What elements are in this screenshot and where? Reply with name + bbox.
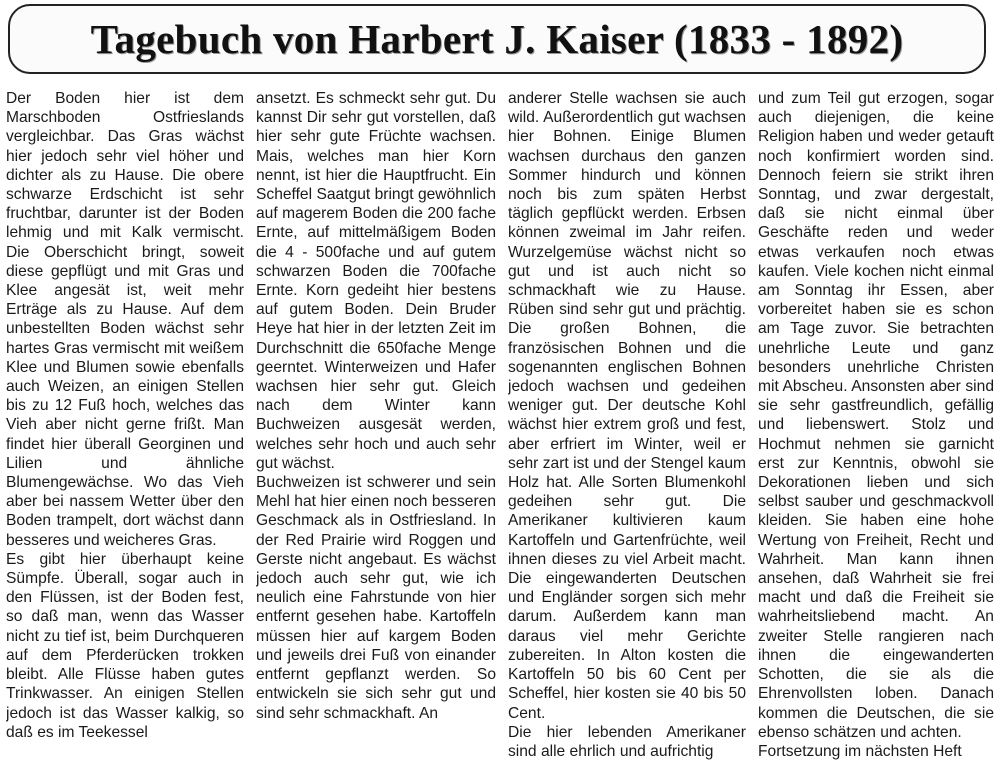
page-title: Tagebuch von Harbert J. Kaiser (1833 - 1892) xyxy=(90,16,904,62)
paragraph: Es gibt hier überhaupt keine Sümpfe. Überall, sogar auch in den Flüssen, ist der Boden fest, so daß man, wenn das Wasser nicht zu tief ist, beim Durchqueren auf dem Pferderücken trokken bleibt. Alle Flüsse haben gutes Trinkwasser. An einigen Stellen jedoch ist das Wasser kalkig, so daß es im Teekessel xyxy=(6,550,244,741)
title-banner xyxy=(8,4,986,74)
paragraph: ansetzt. Es schmeckt sehr gut. Du kannst Dir sehr gut vorstellen, daß hier sehr gute Früchte wachsen. Mais, welches man hier Korn nennt, ist hier die Hauptfrucht. Ein Scheffel Saatgut bringt gewöhnlich auf magerem Boden die 200 fache Ernte, auf mittelmäßigem Boden die 4 - 500fache und auf gutem schwarzen Boden die 700fache Ernte. Korn gedeiht hier bestens auf gutem Boden. Dein Bruder Heye hat hier in der letzten Zeit im Durchschnitt die 650fache Menge geerntet. Winterweizen und Hafer wachsen hier sehr gut. Gleich nach dem Winter kann Buchweizen ausgesät werden, welches sehr hoch und auch sehr gut wächst. xyxy=(256,90,496,472)
paragraph: Buchweizen ist schwerer und sein Mehl hat hier einen noch besseren Geschmack als in Ostfriesland. In der Red Prairie wird Roggen und Gerste nicht angebaut. Es wächst jedoch auch sehr gut, wie ich neulich eine Fahrstunde von hier entfernt gesehen habe. Kartoffeln müssen hier auf kargem Boden und jeweils drei Fuß von einander entfernt gepflanzt werden. So entwickeln sie sich sehr gut und sind sehr schmackhaft. An xyxy=(256,474,496,722)
paragraph: anderer Stelle wachsen sie auch wild. Außerordentlich gut wachsen hier Bohnen. Einige Blumen wachsen durchaus den ganzen Sommer hindurch und können noch bis zum späten Herbst täglich gepflückt werden. Erbsen können zweimal im Jahr reifen. Wurzelgemüse wächst nicht so gut und ist auch nicht so schmackhaft wie zu Hause. Rüben sind sehr gut und prächtig. Die großen Bohnen, die französischen Bohnen und die sogenannten englischen Bohnen jedoch wachsen und gedeihen weniger gut. Der deutsche Kohl wächst hier extrem groß und fest, aber erfriert im Winter, weil er sehr zart ist und der Stengel kaum Holz hat. Alle Sorten Blumenkohl gedeihen sehr gut. Die Amerikaner kultivieren kaum Kartoffeln und Gartenfrüchte, weil ihnen dieses zu viel Arbeit macht. Die eingewanderten Deutschen und Engländer sorgen sich mehr darum. Außerdem kann man daraus viel mehr Gerichte zubereiten. In Alton kosten die Kartoffeln 50 bis 60 Cent per Scheffel, hier kosten sie 40 bis 50 Cent. xyxy=(508,90,746,722)
paragraph: Der Boden hier ist dem Marschboden Ostfrieslands vergleichbar. Das Gras wächst hier jedoch sehr viel höher und dichter als zu Hause. Die obere schwarze Erdschicht ist sehr fruchtbar, darunter ist der Boden lehmig und mit Kalk vermischt. Die Oberschicht bringt, soweit diese gepflügt und mit Gras und Klee angesät ist, weit mehr Erträge als zu Hause. Auf dem unbestellten Boden wächst sehr hartes Gras vermischt mit weißem Klee und Blumen sowie ebenfalls auch Weizen, an einigen Stellen bis zu 12 Fuß hoch, welches das Vieh aber nicht gerne frißt. Man findet hier überall Georginen und Lilien und ähnliche Blumengewächse. Wo das Vieh aber bei nassem Wetter über den Boden trampelt, dort wächst dann besseres und weicheres Gras. xyxy=(6,90,244,549)
paragraph: und zum Teil gut erzogen, sogar auch diejenigen, die keine Religion haben und weder getauft noch konfirmiert worden sind. Dennoch feiern sie strikt ihren Sonntag, und zwar dergestalt, daß sie nicht einmal über Geschäfte reden und weder etwas verkaufen noch etwas kaufen. Viele kochen nicht einmal am Sonntag ihr Essen, aber vorbereitet haben sie es schon am Tage zuvor. Sie betrachten unehrliche Leute und ganz besonders unehrliche Christen mit Abscheu. Ansonsten aber sind sie sehr gastfreundlich, gefällig und liebenswert. Stolz und Hochmut nehmen sie garnicht erst zur Kenntnis, obwohl sie Dekorationen lieben und sich selbst sauber und geschmackvoll kleiden. Sie haben eine hohe Wertung von Freiheit, Recht und Wahrheit. Man kann ihnen ansehen, daß Wahrheit sie frei macht und daß die Freiheit sie wahrheitsliebend macht. An zweiter Stelle rangieren nach ihnen die eingewanderten Schotten, die sie als die Ehrenvollsten loben. Danach kommen die Deutschen, die sie ebenso schätzen und achten. xyxy=(758,90,994,741)
text-column-4 xyxy=(758,89,994,769)
text-column-2 xyxy=(256,89,496,769)
text-column-1 xyxy=(6,89,244,769)
article-body xyxy=(6,89,994,769)
text-column-3 xyxy=(508,89,746,769)
paragraph: Die hier lebenden Amerikaner sind alle ehrlich und aufrichtig xyxy=(508,723,746,760)
continuation-note: Fortsetzung im nächsten Heft xyxy=(758,742,962,760)
